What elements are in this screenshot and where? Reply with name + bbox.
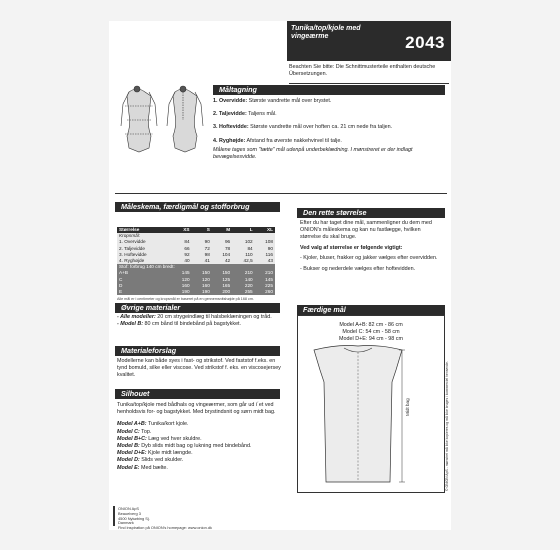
model-name: Model E: (117, 464, 140, 471)
table-cell: 42 (212, 258, 232, 264)
table-cell: 255 (232, 289, 255, 295)
table-cell: 84 (232, 246, 255, 252)
silhouet-text (117, 402, 282, 472)
item-number: 1. Overvidde: (213, 98, 248, 104)
table-cell: 190 (192, 289, 212, 295)
table-cell: 210 (255, 270, 275, 276)
divider (115, 193, 447, 194)
table-cell: 140 (232, 277, 255, 283)
model-text: Top. (139, 428, 152, 435)
model-name: Model C: (117, 428, 140, 435)
item-number: 4. Ryghøjde: (213, 137, 246, 144)
pattern-number: 2043 (405, 33, 445, 52)
model-text: Slids ved skulder. (139, 457, 184, 464)
table-cell: 3. Hoftevidde (117, 252, 171, 258)
table-cell: 210 (232, 270, 255, 276)
table-cell: 200 (212, 289, 232, 295)
footer-company: ONION ApS (118, 506, 139, 511)
table-cell: 104 (212, 252, 232, 258)
section-heading: Måltagning (219, 85, 257, 94)
kropsmal-label: Kropsmål: (117, 233, 275, 239)
table-cell: 90 (192, 239, 212, 245)
note-text: Målene tages som "tætte" mål udenpå underbeklædning. I mønstreret er der indlagt bevægelsesvidde. (213, 146, 413, 161)
table-cell: 98 (192, 252, 212, 258)
table-cell: 90 (255, 246, 275, 252)
table-cell: A+B (117, 270, 171, 276)
table-cell: 42,5 (232, 258, 255, 264)
table-cell: 120 (171, 277, 191, 283)
midt-bag-label: Midt bag (405, 398, 410, 416)
measure-line: Model C: 54 cm - 58 cm (342, 329, 400, 335)
section-bar-faerdige (297, 305, 445, 315)
column-header: XS (171, 227, 191, 233)
maltagning-note (213, 147, 447, 161)
footer-address: Beauelverg 3 (118, 510, 141, 516)
rette-bullet: - Bukser og nederdele vælges efter hoftevidden. (300, 266, 416, 273)
table-cell: 150 (192, 270, 212, 276)
line-label: - Alle modeller: (117, 314, 156, 320)
table-cell: 4. Ryghøjde (117, 258, 171, 264)
item-number: 2. Taljevidde: (213, 111, 247, 118)
table-cell: 110 (232, 252, 255, 258)
footer-country: Danmark (118, 520, 134, 526)
maltagning-item (213, 124, 447, 131)
model-text: Læg ved hver skuldre. (146, 435, 202, 442)
table-footnote: Alle mål er i centimeter og kropsmål er baseret på en gennemsnitshøjde på 168 cm. (117, 297, 254, 302)
section-bar-materiale (115, 346, 280, 356)
rette-description: Efter du har taget dine mål, sammenligner du dem med ONION's måleskema og kan nu fastlægge, hvilken størrelse du skal bruge. (300, 220, 432, 241)
model-line (117, 429, 282, 436)
maltagning-item (213, 98, 447, 105)
table-cell: 96 (212, 239, 232, 245)
pattern-sheet (109, 21, 451, 530)
table-cell: 145 (171, 270, 191, 276)
table-cell: 160 (171, 283, 191, 289)
footer-homepage: Find inspiration på ONION's homepage: www.onion.dk (118, 525, 212, 531)
line-label: - Model B: (117, 321, 144, 328)
rette-bullet: - Kjoler, bluser, frakker og jakker vælges efter overvidden. (300, 254, 438, 261)
column-header: M (212, 227, 232, 233)
measure-line: Model D+E: 94 cm - 98 cm (339, 336, 403, 342)
item-text: Største vandrette mål over brystet. (247, 98, 332, 104)
table-cell: 190 (171, 289, 191, 295)
table-cell: 160 (192, 283, 212, 289)
table-cell: 108 (255, 239, 275, 245)
table-row (117, 289, 275, 295)
section-bar-rette (297, 208, 445, 218)
table-cell: 43 (255, 258, 275, 264)
item-text: Taljens mål. (246, 111, 277, 118)
line-text: 20 cm strygeindlæg til halsbeklæningen og tråd. (155, 314, 272, 320)
table-cell: 145 (255, 277, 275, 283)
model-line (117, 421, 282, 428)
section-heading: Den rette størrelse (303, 208, 367, 217)
table-cell: 102 (232, 239, 255, 245)
garment-silhouette (308, 342, 408, 487)
model-name: Model D+E: (117, 450, 147, 457)
silhouet-description: Tunika/top/kjole med bådhals og vingeærmer, som går ud i´et ved henholdsvis for- og bagstykket. Med brystindsnit og sørn midt bag. (117, 402, 276, 416)
rette-text (300, 220, 442, 273)
model-text: Tunika/kort kjole. (146, 421, 189, 428)
section-bar-maleskema (115, 202, 280, 212)
model-name: Model A+B: (117, 421, 147, 428)
model-name: Model B+C: (117, 435, 147, 442)
footer-bar (113, 506, 115, 526)
section-bar-maltagning (213, 85, 445, 95)
table-cell: 72 (192, 246, 212, 252)
model-text: Dyb slids midt bag og lukning med bindebånd. (139, 443, 252, 450)
section-heading: Færdige mål (303, 305, 346, 314)
model-line (117, 457, 282, 464)
model-line (117, 436, 282, 443)
section-bar-ovrige (115, 303, 280, 313)
column-header: S (192, 227, 212, 233)
line-text: 80 cm bånd til bindebånd på bagstykket. (143, 321, 242, 328)
measure-line: Model A+B: 82 cm - 86 cm (339, 322, 403, 328)
section-bar-silhouet (115, 389, 280, 399)
materiale-text: Modellerne kan både syes i fast- og strikstof. Ved faststof f.eks. en tynd bomuld, silke eller viscose. Ved strikstof f. eks. en viscosejersey kvalitet. (117, 358, 281, 379)
table-cell: 150 (212, 270, 232, 276)
section-heading: Øvrige materialer (121, 303, 181, 312)
rette-bold: Ved valg af størrelse er følgende vigtigt: (300, 244, 403, 251)
table-cell: 92 (171, 252, 191, 258)
item-text: Største vandrette mål over hoften ca. 21 cm nede fra taljen. (248, 124, 393, 131)
stof-label: Stof: forbrug 140 cm bredt: (117, 264, 275, 270)
table-cell: 1. Overvidde (117, 239, 171, 245)
section-heading: Silhouet (121, 389, 150, 398)
maltagning-item (213, 111, 447, 118)
table-cell: 2. Taljevidde (117, 246, 171, 252)
pattern-title: Tunika/top/kjole med vingeærme (291, 25, 361, 40)
table-cell: 220 (232, 283, 255, 289)
divider (289, 83, 449, 84)
model-name: Model D: (117, 457, 140, 464)
column-header: L (232, 227, 255, 233)
finished-measures (298, 322, 444, 343)
section-heading: Måleskema, færdigmål og stofforbrug (121, 202, 250, 211)
table-cell: 165 (212, 283, 232, 289)
table-cell: C (117, 277, 171, 283)
model-line (117, 465, 282, 472)
table-cell: 116 (255, 252, 275, 258)
table-cell: 120 (192, 277, 212, 283)
item-number: 3. Hoftevidde: (213, 124, 249, 131)
model-line (117, 450, 282, 457)
rette-important (300, 245, 442, 252)
model-text: Med bælte. (139, 464, 168, 471)
model-line (117, 443, 282, 450)
material-line (117, 321, 282, 328)
copyright-side-text: © ONION ApS - mønstret må ikke kopieres og må ikke bruges i kommerciel hensende. (445, 361, 449, 491)
maltagning-item (213, 138, 447, 145)
body-measurement-figure (115, 84, 211, 162)
ovrige-text (117, 314, 282, 328)
table-cell: 40 (171, 258, 191, 264)
model-text: Kjole midt længde. (146, 450, 193, 457)
column-header: XL (255, 227, 275, 233)
footer-city: 4500 Nykøbing Sj. (118, 515, 150, 521)
table-cell: 84 (171, 239, 191, 245)
german-note: Beachten Sie bitte: Die Schnittmusterteile enthalten deutsche Übersetzungen. (289, 64, 436, 77)
table-cell: D (117, 283, 171, 289)
table-cell: 225 (255, 283, 275, 289)
table-cell: 66 (171, 246, 191, 252)
header-box (287, 21, 451, 61)
table-cell: E (117, 289, 171, 295)
maltagning-text (213, 98, 447, 161)
column-header: Størrelse (117, 227, 171, 233)
table-cell: 125 (212, 277, 232, 283)
finished-measures-box (297, 315, 445, 493)
item-text: Afstand fra øverste nakkehvirvel til talje. (245, 137, 342, 144)
table-cell: 78 (212, 246, 232, 252)
section-heading: Materialeforslag (121, 346, 177, 355)
footer (118, 507, 212, 531)
model-name: Model B: (117, 443, 140, 450)
measurement-table (117, 227, 275, 301)
table-cell: 41 (192, 258, 212, 264)
table-cell: 260 (255, 289, 275, 295)
